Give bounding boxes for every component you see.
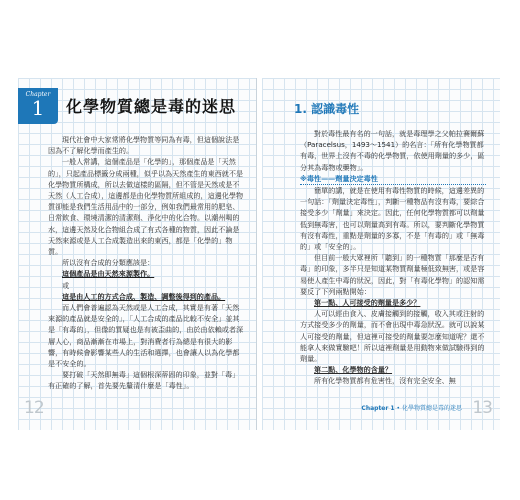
chapter-label: Chapter [25,91,51,98]
page-number-left: 12 [24,398,44,418]
paragraph: 對於毒性最有名的一句話，就是毒理學之父帕拉賽爾蘇（Paracelsus，1493～1541）的名言：「所有化學物質都有毒，世界上沒有不毒的化學物質，依使用劑量的多少，區分其為毒物或藥物」。 [300,129,485,172]
chapter-number: 1 [31,96,45,120]
paragraph: 所以沒有合成的分類應該是： [62,258,155,268]
list-item-natural: 這個產品是由天然來源製作。 [62,269,155,279]
paragraph: 人可以經由食入、皮膚接觸到的接觸，收入其或注射的方式接受多少的劑量，而不會出現中毒急狀況。就可以說某人可接受的劑量，但這裡可接受的劑量要怎麼知道呢？還不能拿人來做實驗吧！所以這裡劑量是用動物來做試驗得到的劑量。 [300,309,485,364]
paragraph: 所有化學物質都有危害性，沒有完全安全、無 [314,376,456,386]
question-2: 第二點、化學物的含量？ [314,365,393,375]
paragraph: 一般人常講，這個產品是「化學的」，那個產品是「天然的」，只起產品標籤分成兩種，似乎以為天然產生的東西就不是化學物質所構成，所以去做這樣的區隔，但不管是天然或是不天然（人工合成），這邊都是由化學物質所組成的，這邊化學物質卻能是我們生活用品中的一部分，例如我們最常用的肥皂、日常飲食、環境清潔的清潔劑、淨化中的化合物。以潮州喝的水，這邊天然及化合物組合成了有式各種的物質，因此不論是天然來源或是人工合成製造出來的東西，都是「化學的」物質。 [48,157,244,257]
footer-title: 化學物質總是毒的迷思 [401,405,462,412]
left-body-text [48,134,244,392]
left-page [18,78,257,430]
footer-chapter: Chapter 1 [361,405,395,412]
subheading: ※毒性——劑量決定毒性 [300,173,486,185]
paragraph: 簡單的講，就是在使用有毒性物質的時候，這邊差異的一句話：「劑量決定毒性」，判斷一種物品有沒有毒，要綜合接受多少「劑量」來決定。因此，任何化學物質都可以劑量低到無毒害，也可以劑量高到有毒。所以，要判斷化學物質有沒有毒性，重點是劑量的多寡，不是「有毒的」或「無毒的」或「安全的」。 [300,186,485,252]
right-body-text [300,128,486,387]
page-number-right: 13 [472,398,492,418]
list-item-synthetic: 這是由人工的方式合成、製造、調整後得到的產品。 [62,291,226,301]
question-1: 第一點、人可接受的劑量是多少？ [314,298,421,308]
chapter-tab [18,88,58,124]
paragraph: 現代社會中大家常將化學物質等同為有毒，但這個說法是因為不了解化學而產生的。 [48,135,240,156]
or-label: 或 [62,280,70,290]
paragraph: 要打破「天然即無毒」這個根深蒂固的印象，並對「毒」有正確的了解，首先要先釐清什麼是「毒性」。 [48,370,240,391]
section-title: 1. 認識毒性 [294,102,360,116]
chapter-title: 化學物質總是毒的迷思 [66,97,237,116]
running-footer: Chapter 1 • 化學物質總是毒的迷思 [361,405,462,412]
paragraph: 但目前一般大眾裡所「聽到」的一種物質「那麼是否有毒」的印象，多半只是知道某物質劑量極低致無害，或是容易使人產生中毒的狀況，因此，對「有毒化學物」的認知需要反了下列兩點開始： [300,253,485,296]
right-page [262,78,500,430]
paragraph: 而人們會普遍認為天然或是人工合成，其實是有著「天然來源的產品就是安全的」，「人工合成的產品比較不安全」並其是「有毒的」，但像的質疑也是有被歪曲的，由於由依賴或者深層人心，商品漸漸在市場上，對消費者行為總是有很大的影響，有時候會影響某些人的生活和選擇，也會讓人以為化學都是不安全的。 [48,303,244,369]
